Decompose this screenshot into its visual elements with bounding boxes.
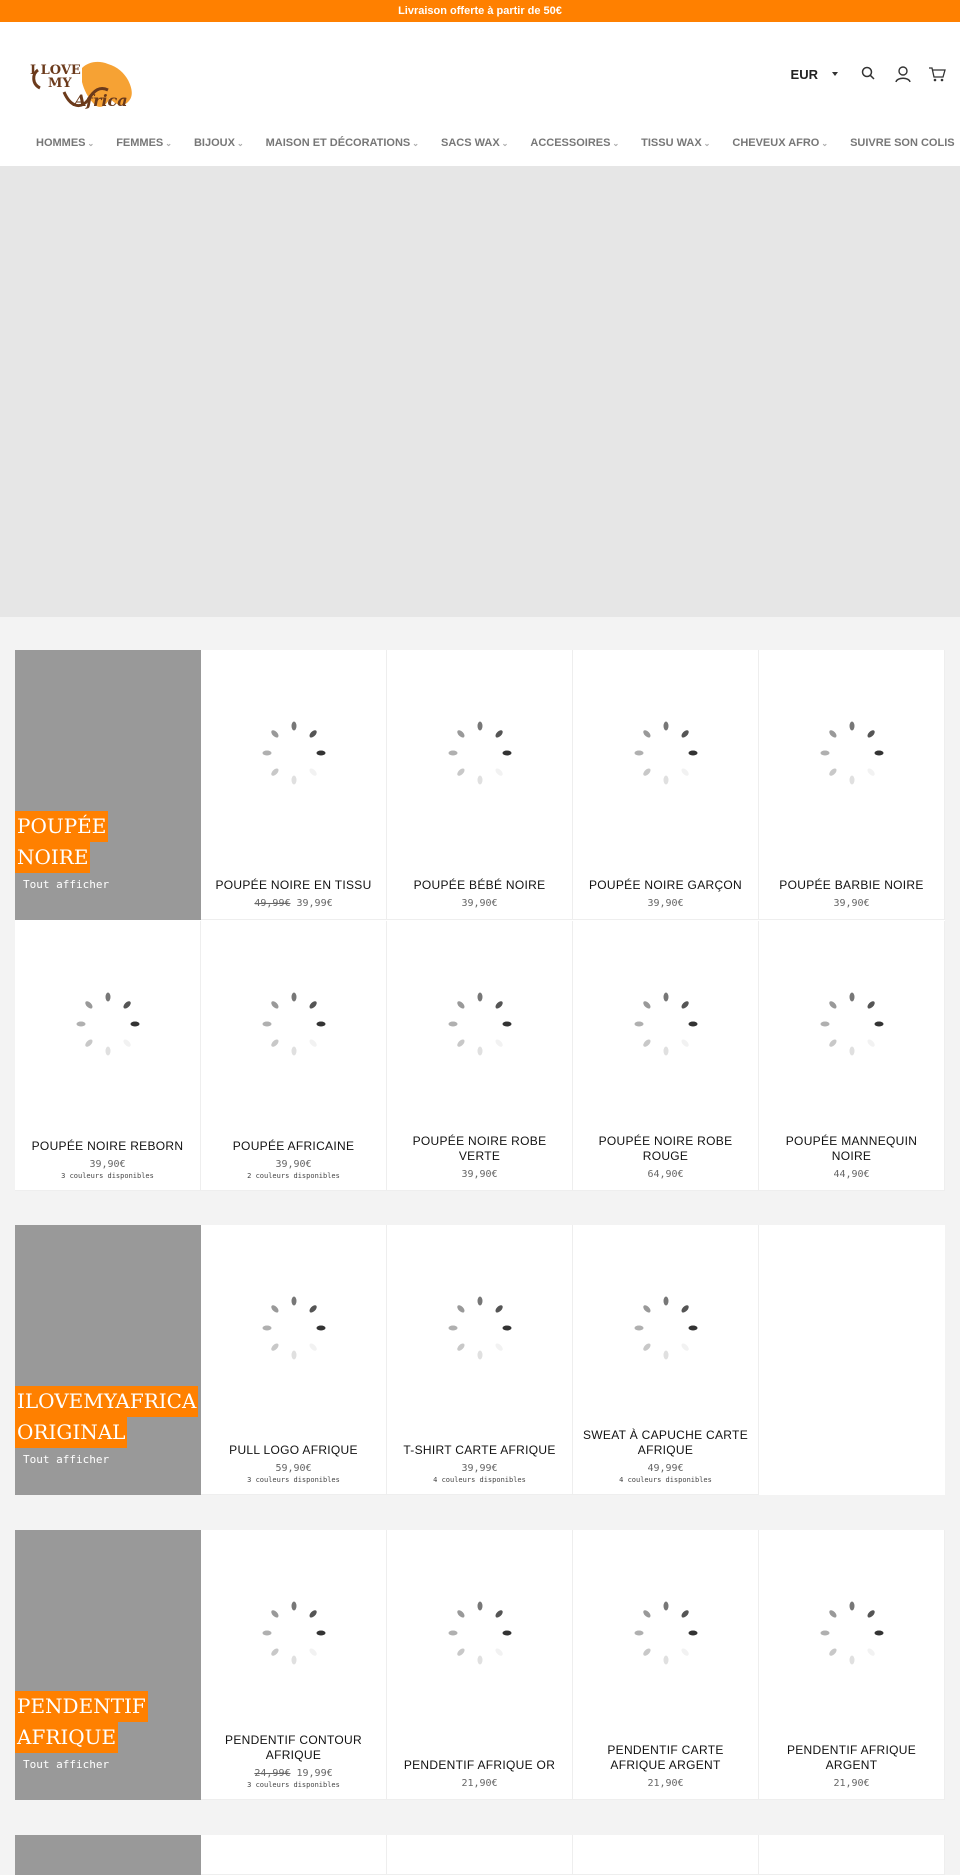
product-price xyxy=(201,1159,386,1170)
product-title[interactable]: T-SHIRT CARTE AFRIQUE xyxy=(403,1443,556,1457)
sale-price: 49,99€ xyxy=(647,1463,684,1474)
product-title[interactable]: POUPÉE MANNEQUIN NOIRE xyxy=(785,1134,918,1163)
product-title[interactable]: POUPÉE NOIRE REBORN xyxy=(31,1139,184,1153)
product-info xyxy=(201,1139,386,1180)
account-icon[interactable] xyxy=(894,65,912,83)
collection-section-partial xyxy=(15,1835,945,1875)
view-all-link[interactable]: Tout afficher xyxy=(23,1453,110,1466)
site-logo[interactable] xyxy=(24,40,144,120)
product-info xyxy=(573,1743,758,1789)
chevron-down-icon: ⌄ xyxy=(501,138,509,148)
product-price xyxy=(387,898,572,909)
sale-price: 39,90€ xyxy=(461,898,498,909)
loading-spinner-icon xyxy=(261,720,327,786)
loading-spinner-icon xyxy=(447,720,513,786)
sale-price: 39,90€ xyxy=(89,1159,126,1170)
collection-section-ilovemyafrica-original xyxy=(15,1225,945,1495)
sale-price: 39,90€ xyxy=(833,898,870,909)
nav-item-accessoires[interactable] xyxy=(530,137,619,149)
product-card[interactable] xyxy=(573,650,759,920)
nav-item-sacs-wax[interactable] xyxy=(441,137,508,149)
currency-value: EUR xyxy=(790,66,818,82)
nav-item-label: ACCESSOIRES xyxy=(530,137,611,149)
product-info xyxy=(573,878,758,909)
nav-item-femmes[interactable] xyxy=(116,137,172,149)
loading-spinner-icon xyxy=(447,991,513,1057)
compare-at-price: 24,99€ xyxy=(254,1768,291,1779)
loading-spinner-icon xyxy=(261,1600,327,1666)
collection-title: PENDENTIF AFRIQUE xyxy=(15,1691,148,1753)
loading-spinner-icon xyxy=(447,1295,513,1361)
product-card[interactable] xyxy=(387,650,573,920)
collection-tile[interactable] xyxy=(15,1835,201,1875)
product-title[interactable]: POUPÉE NOIRE ROBE VERTE xyxy=(412,1134,547,1163)
sale-price: 39,90€ xyxy=(275,1159,312,1170)
product-price xyxy=(387,1169,572,1180)
sale-price: 39,99€ xyxy=(461,1463,498,1474)
view-all-link[interactable]: Tout afficher xyxy=(23,878,110,891)
product-info xyxy=(759,878,944,909)
collection-section-pendentif-afrique xyxy=(15,1530,945,1800)
product-card[interactable] xyxy=(201,1835,387,1875)
collection-tile[interactable] xyxy=(15,650,201,920)
collection-tile[interactable] xyxy=(15,1225,201,1495)
product-card[interactable] xyxy=(387,1835,573,1875)
product-price xyxy=(201,1768,386,1779)
product-title[interactable]: PENDENTIF AFRIQUE ARGENT xyxy=(786,1743,917,1772)
product-title[interactable]: SWEAT À CAPUCHE CARTE AFRIQUE xyxy=(583,1428,748,1457)
product-card[interactable] xyxy=(573,1225,759,1495)
loading-spinner-icon xyxy=(75,991,141,1057)
product-info xyxy=(759,1134,944,1180)
sale-price: 59,90€ xyxy=(275,1463,312,1474)
collection-section-poupee-noire xyxy=(15,650,945,1191)
product-price xyxy=(573,1169,758,1180)
product-title[interactable]: POUPÉE BÉBÉ NOIRE xyxy=(413,878,546,892)
product-card[interactable] xyxy=(201,1530,387,1800)
sale-price: 21,90€ xyxy=(647,1778,684,1789)
logo-wordmark: I LOVE MY Africa xyxy=(30,63,128,110)
nav-item-label: BIJOUX xyxy=(193,137,235,149)
product-info xyxy=(387,1758,572,1789)
nav-item-label: TISSU WAX xyxy=(641,137,702,149)
product-price xyxy=(201,1463,386,1474)
product-card[interactable] xyxy=(759,921,945,1191)
loading-spinner-icon xyxy=(633,1295,699,1361)
product-price xyxy=(387,1463,572,1474)
product-price xyxy=(15,1159,200,1170)
product-card[interactable] xyxy=(201,650,387,920)
loading-spinner-icon xyxy=(633,720,699,786)
product-info xyxy=(387,878,572,909)
sale-price: 21,90€ xyxy=(833,1778,870,1789)
product-card[interactable] xyxy=(387,1530,573,1800)
loading-spinner-icon xyxy=(819,1600,885,1666)
loading-spinner-icon xyxy=(261,991,327,1057)
announcement-text: Livraison offerte à partir de 50€ xyxy=(398,5,562,17)
product-info xyxy=(201,878,386,909)
chevron-down-icon: ⌄ xyxy=(612,138,620,148)
product-info xyxy=(387,1443,572,1484)
cart-icon[interactable] xyxy=(928,65,946,83)
product-price xyxy=(573,1778,758,1789)
nav-item-maison-et-décorations[interactable] xyxy=(266,137,419,149)
sale-price: 21,90€ xyxy=(461,1778,498,1789)
sale-price: 39,99€ xyxy=(296,898,333,909)
product-card[interactable] xyxy=(573,1835,759,1875)
sale-price: 64,90€ xyxy=(647,1169,684,1180)
nav-item-label: FEMMES xyxy=(116,137,164,149)
product-price xyxy=(573,1463,758,1474)
chevron-down-icon: ⌄ xyxy=(703,138,711,148)
product-card[interactable] xyxy=(15,921,201,1191)
nav-item-label: HOMMES xyxy=(36,137,86,149)
color-availability: 3 couleurs disponibles xyxy=(61,1172,154,1180)
nav-item-label: MAISON ET DÉCORATIONS xyxy=(265,137,411,149)
site-header xyxy=(0,22,960,167)
product-card[interactable] xyxy=(387,1225,573,1495)
product-card[interactable] xyxy=(759,1835,945,1875)
caret-down-icon xyxy=(832,72,838,76)
product-info xyxy=(387,1134,572,1180)
loading-spinner-icon xyxy=(633,991,699,1057)
loading-spinner-icon xyxy=(447,1600,513,1666)
view-all-link[interactable]: Tout afficher xyxy=(23,1758,110,1771)
chevron-down-icon: ⌄ xyxy=(165,138,172,148)
product-card[interactable] xyxy=(387,921,573,1191)
color-availability: 3 couleurs disponibles xyxy=(247,1781,340,1789)
color-availability: 2 couleurs disponibles xyxy=(247,1172,340,1180)
sale-price: 39,90€ xyxy=(647,898,684,909)
chevron-down-icon: ⌄ xyxy=(87,138,95,148)
header-actions xyxy=(791,62,946,86)
product-price xyxy=(201,898,386,909)
nav-item-label: SACS WAX xyxy=(440,137,500,149)
nav-item-tissu-wax[interactable] xyxy=(641,137,710,149)
main-navigation xyxy=(36,137,960,149)
product-card[interactable] xyxy=(759,1530,945,1800)
chevron-down-icon: ⌄ xyxy=(412,138,419,148)
product-price xyxy=(759,1778,944,1789)
chevron-down-icon: ⌄ xyxy=(236,138,244,148)
nav-item-hommes[interactable] xyxy=(36,137,94,149)
product-info xyxy=(201,1443,386,1484)
loading-spinner-icon xyxy=(261,1295,327,1361)
product-price xyxy=(759,898,944,909)
product-card[interactable] xyxy=(201,921,387,1191)
chevron-down-icon: ⌄ xyxy=(821,138,829,148)
product-title[interactable]: PENDENTIF CARTE AFRIQUE ARGENT xyxy=(607,1743,724,1772)
product-title[interactable]: POUPÉE NOIRE EN TISSU xyxy=(215,878,372,892)
product-title[interactable]: POUPÉE BARBIE NOIRE xyxy=(779,878,924,892)
product-info xyxy=(573,1134,758,1180)
product-info xyxy=(759,1743,944,1789)
sale-price: 39,90€ xyxy=(461,1169,498,1180)
nav-item-label: CHEVEUX AFRO xyxy=(732,137,820,149)
product-info xyxy=(15,1139,200,1180)
product-title[interactable]: POUPÉE NOIRE GARÇON xyxy=(588,878,743,892)
product-title[interactable]: POUPÉE NOIRE ROBE ROUGE xyxy=(598,1134,733,1163)
loading-spinner-icon xyxy=(819,720,885,786)
compare-at-price: 49,99€ xyxy=(254,898,291,909)
product-price xyxy=(759,1169,944,1180)
currency-selector[interactable] xyxy=(791,67,838,82)
product-price xyxy=(573,898,758,909)
collection-title: POUPÉE NOIRE xyxy=(15,811,108,873)
product-title[interactable]: PENDENTIF CONTOUR AFRIQUE xyxy=(225,1733,362,1762)
product-info xyxy=(201,1733,386,1789)
loading-spinner-icon xyxy=(819,991,885,1057)
product-card[interactable] xyxy=(573,921,759,1191)
product-card[interactable] xyxy=(573,1530,759,1800)
product-title[interactable]: PENDENTIF AFRIQUE OR xyxy=(403,1758,556,1772)
loading-spinner-icon xyxy=(633,1600,699,1666)
nav-item-suivre-son-colis[interactable] xyxy=(850,137,955,149)
color-availability: 4 couleurs disponibles xyxy=(433,1476,526,1484)
collection-tile[interactable] xyxy=(15,1530,201,1800)
announcement-bar xyxy=(0,0,960,22)
nav-item-bijoux[interactable] xyxy=(194,137,244,149)
product-title[interactable]: PULL LOGO AFRIQUE xyxy=(229,1443,358,1457)
product-card[interactable] xyxy=(201,1225,387,1495)
nav-item-label: SUIVRE SON COLIS xyxy=(850,137,955,149)
color-availability: 3 couleurs disponibles xyxy=(247,1476,340,1484)
product-info xyxy=(573,1428,758,1484)
product-price xyxy=(387,1778,572,1789)
collection-title: ILOVEMYAFRICA ORIGINAL xyxy=(15,1386,198,1448)
sale-price: 44,90€ xyxy=(833,1169,870,1180)
sale-price: 19,99€ xyxy=(296,1768,333,1779)
product-card[interactable] xyxy=(759,650,945,920)
hero-banner xyxy=(0,167,960,617)
nav-item-cheveux-afro[interactable] xyxy=(732,137,828,149)
search-icon[interactable] xyxy=(860,65,878,83)
product-title[interactable]: POUPÉE AFRICAINE xyxy=(232,1139,355,1153)
color-availability: 4 couleurs disponibles xyxy=(619,1476,712,1484)
